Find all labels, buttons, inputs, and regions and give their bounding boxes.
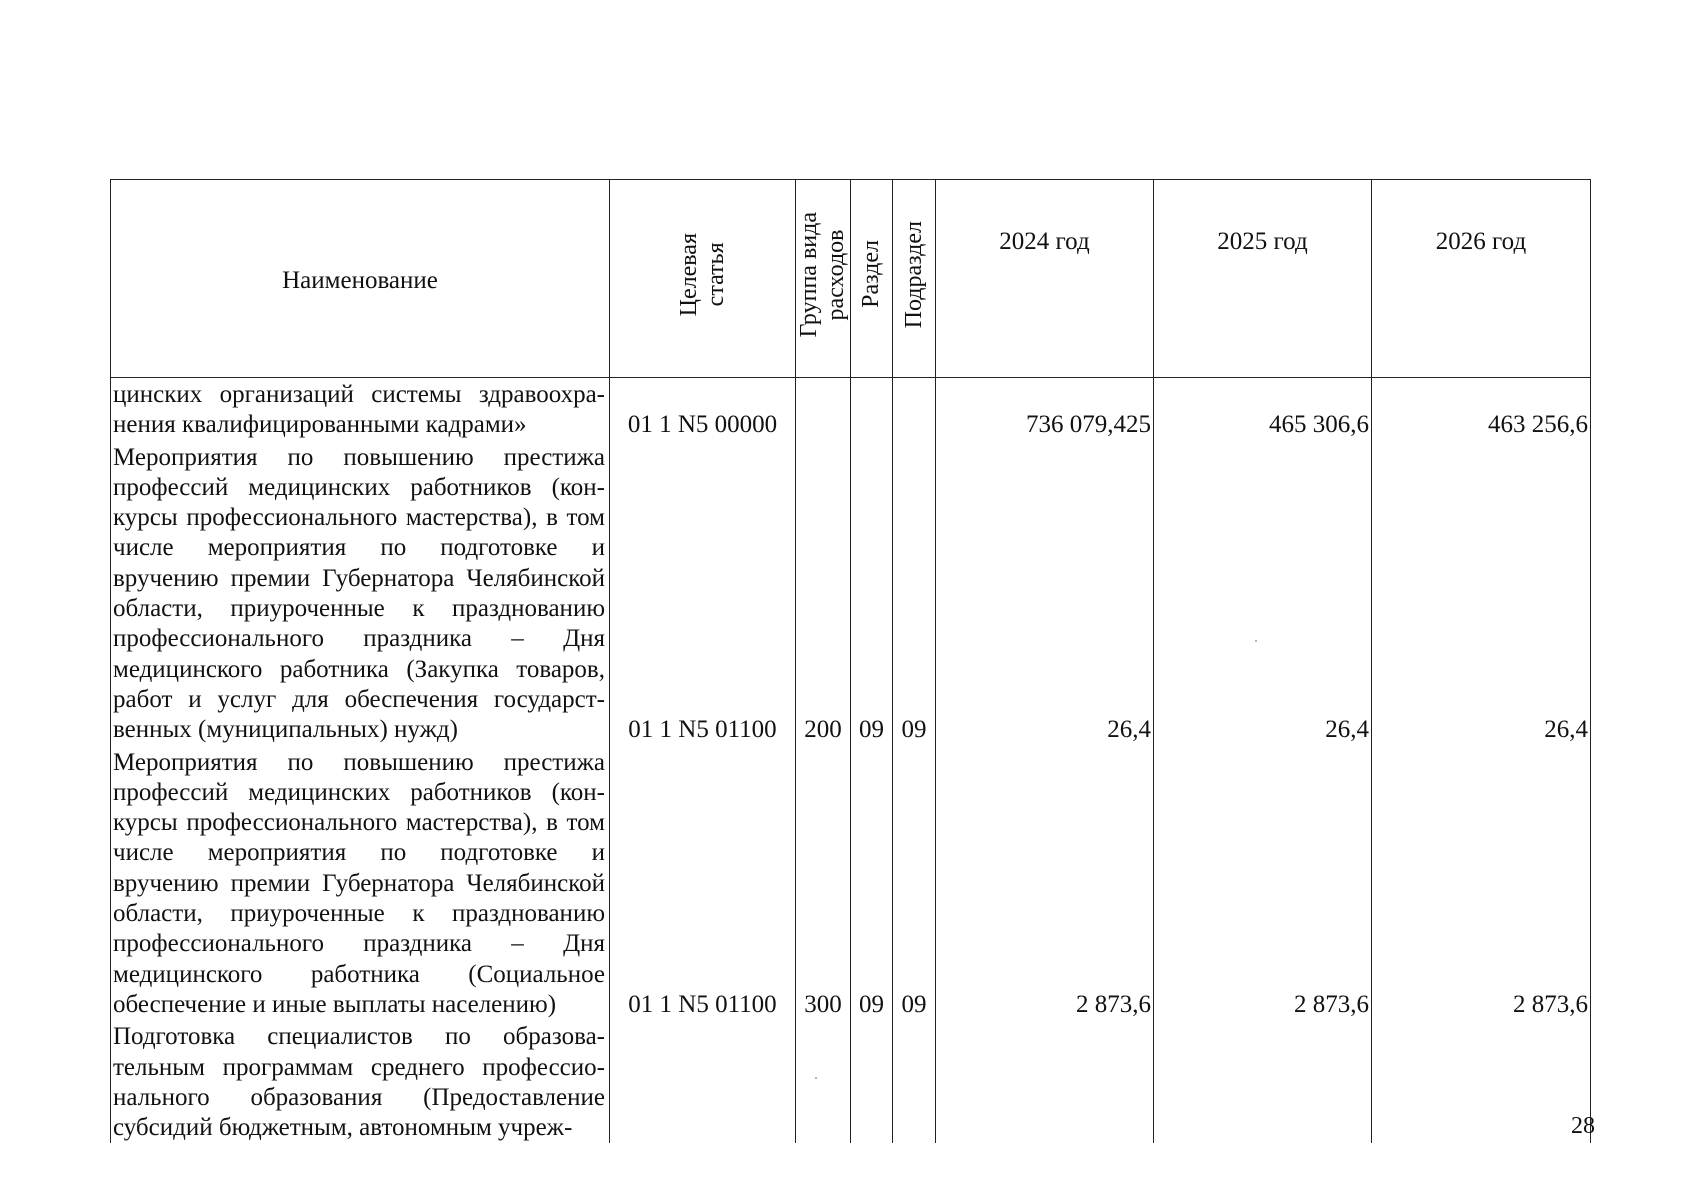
row-year-2026: 26,4: [1372, 441, 1591, 746]
row-name: Мероприятия по повышению престижа профессий медицинских работников (конкурсы профессионального мастерства), в том числе мероприятия по подготовке и вручению премии Губернатора Челябинской области, приуроченные к празднованию профессионального праздника – Дня медицинского работника (Социальное обеспечение и иные выплаты населению): [111, 746, 610, 1021]
row-subsection: 09: [893, 746, 936, 1021]
row-name: Подготовка специалистов по образовательным программам среднего профессионального образования (Предоставление субсидий бюджетным, автономным учреж-: [111, 1020, 610, 1143]
row-target-article: [610, 1020, 796, 1143]
row-year-2025: 26,4: [1154, 441, 1372, 746]
row-year-2024: 26,4: [936, 441, 1154, 746]
table-row: [111, 746, 1591, 1021]
row-target-article: 01 1 N5 01100: [610, 441, 796, 746]
row-target-article: 01 1 N5 00000: [610, 378, 796, 441]
row-section: [851, 1020, 893, 1143]
scan-speck: [815, 1077, 817, 1079]
page-number: 28: [1571, 1113, 1595, 1139]
header-year-2025: 2025 год: [1154, 180, 1372, 378]
scan-speck: [1255, 640, 1257, 642]
row-section: 09: [851, 746, 893, 1021]
row-year-2024: 736 079,425: [936, 378, 1154, 441]
row-name: цинских организаций системы здравоохранения квалифицированными кадрами»: [111, 378, 610, 441]
header-expense-group: [796, 180, 851, 378]
header-target-article: [610, 180, 796, 378]
row-section: [851, 378, 893, 441]
row-subsection: [893, 378, 936, 441]
row-expense-group: 300: [796, 746, 851, 1021]
row-year-2025: 2 873,6: [1154, 746, 1372, 1021]
row-subsection: 09: [893, 441, 936, 746]
header-expense-group-text: Группа вида расходов: [796, 211, 849, 338]
header-target-article-text: Целевая статья: [675, 232, 729, 317]
row-subsection: [893, 1020, 936, 1143]
table-row: [111, 441, 1591, 746]
row-year-2026: 463 256,6: [1372, 378, 1591, 441]
header-subsection-text: Подраздел: [900, 220, 927, 329]
row-name: Мероприятия по повышению престижа профессий медицинских работников (конкурсы профессионального мастерства), в том числе мероприятия по подготовке и вручению премии Губернатора Челябинской области, приуроченные к празднованию профессионального праздника – Дня медицинского работника (Закупка товаров, работ и услуг для обеспечения государственных (муниципальных) нужд): [111, 441, 610, 746]
row-expense-group: [796, 378, 851, 441]
row-target-article: 01 1 N5 01100: [610, 746, 796, 1021]
header-section: [851, 180, 893, 378]
header-section-text: Раздел: [858, 240, 884, 309]
header-row: [111, 180, 1591, 378]
header-subsection: [893, 180, 936, 378]
row-expense-group: 200: [796, 441, 851, 746]
table-body: [111, 378, 1591, 1144]
budget-table: [110, 179, 1591, 1143]
row-expense-group: [796, 1020, 851, 1143]
table-row: [111, 1020, 1591, 1143]
table-row: [111, 378, 1591, 441]
row-year-2025: 465 306,6: [1154, 378, 1372, 441]
row-year-2024: 2 873,6: [936, 746, 1154, 1021]
header-year-2024: 2024 год: [936, 180, 1154, 378]
row-year-2024: [936, 1020, 1154, 1143]
table-header: [111, 180, 1591, 378]
header-year-2026: 2026 год: [1372, 180, 1591, 378]
row-section: 09: [851, 441, 893, 746]
header-name: Наименование: [111, 180, 610, 378]
row-year-2025: [1154, 1020, 1372, 1143]
row-year-2026: 2 873,6: [1372, 746, 1591, 1021]
